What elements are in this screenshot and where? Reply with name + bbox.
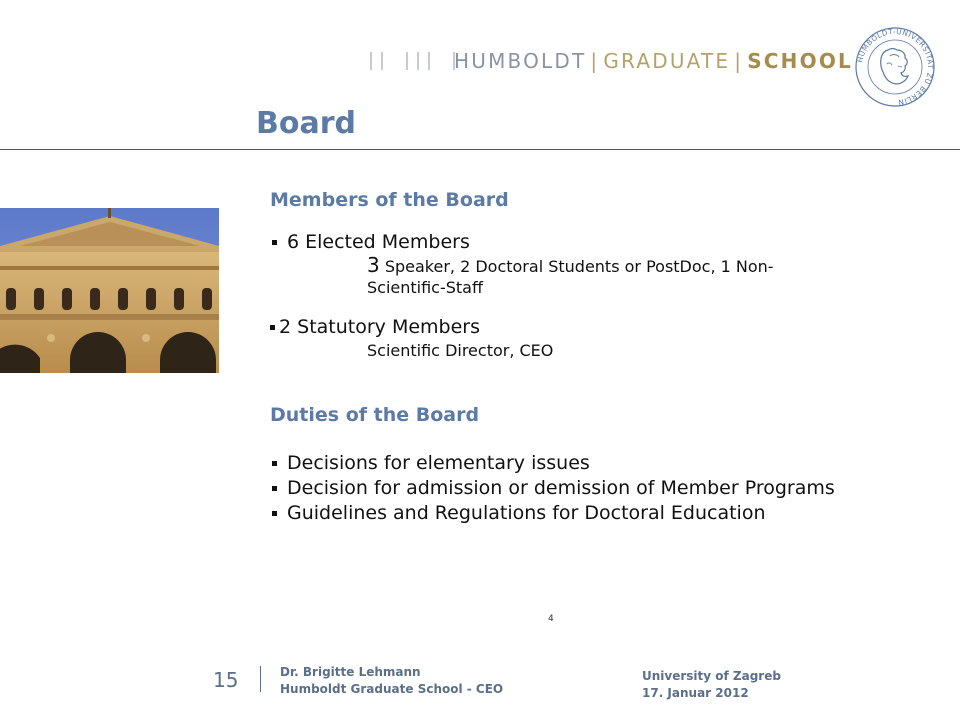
duty-text: Decisions for elementary issues: [287, 452, 590, 474]
members-heading: Members of the Board: [270, 189, 509, 211]
brand-graduate: GRADUATE: [603, 49, 731, 73]
elected-members-label: 6 Elected Members: [287, 231, 470, 253]
elected-detail-line2: Scientific-Staff: [367, 278, 484, 297]
duty-text: Decision for admission or demission of Member Programs: [287, 477, 835, 499]
duty-item: [270, 476, 950, 501]
brand-school: SCHOOL: [747, 49, 853, 73]
university-seal-icon: [854, 26, 936, 108]
elected-detail-number: 3: [367, 253, 380, 277]
university-building-photo: [0, 208, 219, 373]
duty-item: [270, 501, 950, 526]
small-mark: 4: [548, 614, 554, 624]
bullet-square-icon: [272, 461, 277, 466]
bullet-square-icon: [270, 325, 275, 330]
svg-text:HUMBOLDT-UNIVERSITÄT ZU BERLIN: HUMBOLDT-UNIVERSITÄT ZU BERLIN: [855, 26, 936, 107]
page-number: 15: [213, 668, 239, 692]
header-decorative-bars: [370, 50, 455, 72]
duty-item: [270, 451, 950, 476]
brand-humboldt: HUMBOLDT: [454, 49, 587, 73]
duty-text: Guidelines and Regulations for Doctoral Education: [287, 502, 766, 524]
elected-detail-line1: Speaker, 2 Doctoral Students or PostDoc, 1 Non-: [379, 257, 774, 276]
bullet-statutory-members: [270, 315, 950, 340]
slide-content: [270, 186, 950, 526]
title-divider: [0, 149, 960, 150]
footer-author: [280, 664, 503, 698]
brand-wordmark: [454, 48, 853, 74]
bullet-square-icon: [272, 511, 277, 516]
footer-divider: [260, 666, 261, 692]
footer-venue: [642, 668, 781, 702]
statutory-members-detail: Scientific Director, CEO: [367, 341, 554, 360]
elected-members-detail: [367, 255, 950, 298]
brand-separator: |: [590, 49, 600, 73]
author-role: Humboldt Graduate School - CEO: [280, 682, 504, 696]
venue-date: 17. Januar 2012: [642, 686, 749, 700]
statutory-members-label: 2 Statutory Members: [279, 316, 480, 338]
slide-footer: [0, 660, 960, 700]
brand-separator: |: [734, 49, 744, 73]
page-title: Board: [256, 106, 356, 141]
author-name: Dr. Brigitte Lehmann: [280, 665, 421, 679]
venue-name: University of Zagreb: [642, 669, 781, 683]
bullet-elected-members: [270, 230, 950, 255]
duties-heading: Duties of the Board: [270, 404, 480, 426]
bullet-square-icon: [272, 486, 277, 491]
bullet-square-icon: [272, 240, 277, 245]
